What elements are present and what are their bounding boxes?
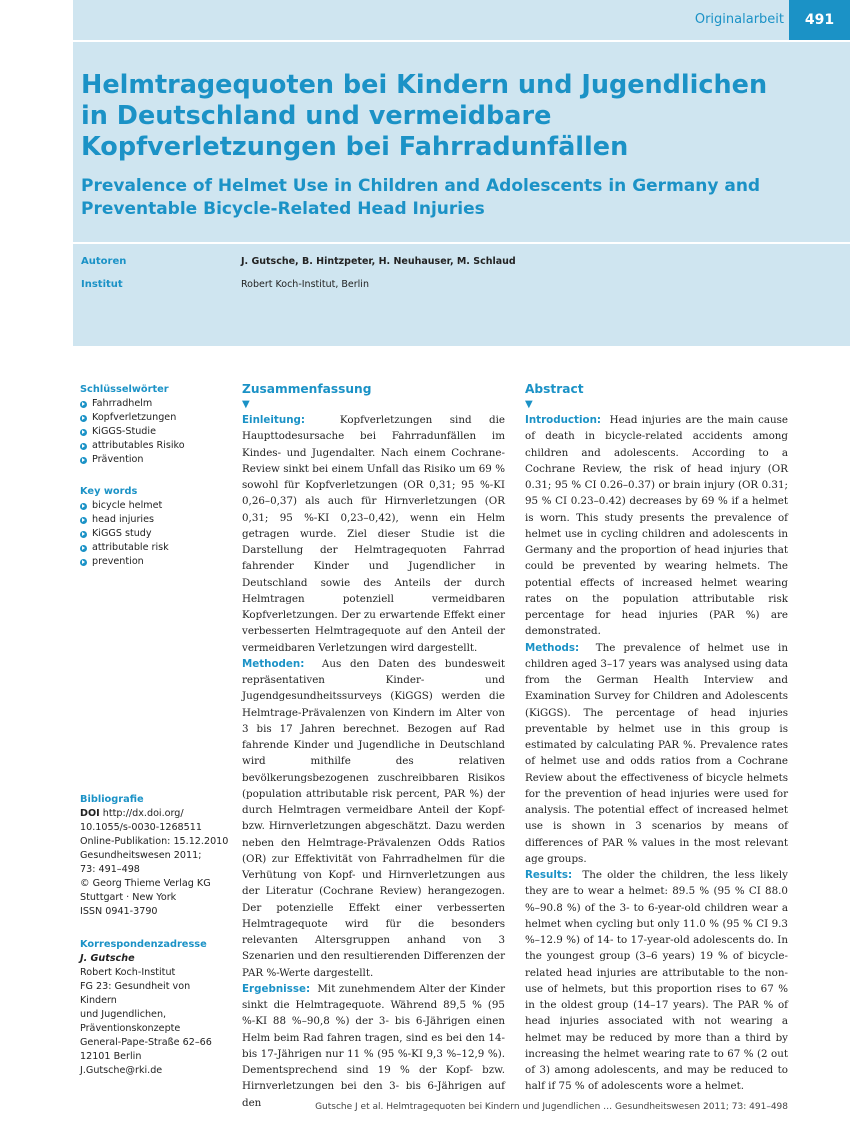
page-number: 491	[789, 0, 850, 40]
ergebnisse-paragraph: Ergebnisse: Mit zunehmendem Alter der Kinder sinkt die Helmtragequote. Während 89,5 % (95 %-KI 88 %–90,8 %) der 3- bis 6-Jährigen einen Helm beim Rad fahren tragen, sind es bei den 14- bis 17-Jährigen nur 11 % (95 %-KI 9,3 %–12,9 %). Dementsprechend sind 19 % der Kopf- bzw. Hirnverletzungen bei den 3- bis 6-Jährigen auf den	[242, 982, 505, 1109]
title-german: Helmtragequoten bei Kindern und Jugendlichen in Deutschland und vermeidbare Kopfverletzungen bei Fahrradunfällen	[81, 70, 768, 162]
triangle-down-icon: ▼	[525, 399, 533, 410]
authors-label: Autoren	[81, 256, 127, 267]
doi-value: 10.1055/s-0030-1268511	[80, 822, 202, 833]
keyword-item: attributable risk	[80, 541, 230, 555]
bullet-arrow-icon	[80, 429, 87, 436]
address-line: Präventionskonzepte	[80, 1023, 181, 1034]
institute: Robert Koch-Institut, Berlin	[241, 279, 369, 290]
correspondence-name: J. Gutsche	[80, 953, 135, 964]
keyword-item: prevention	[80, 555, 230, 569]
keyword-item: Kopfverletzungen	[80, 411, 230, 425]
bullet-arrow-icon	[80, 559, 87, 566]
bullet-arrow-icon	[80, 545, 87, 552]
address-line: 12101 Berlin	[80, 1051, 142, 1062]
page-footer: Gutsche J et al. Helmtragequoten bei Kindern und Jugendlichen … Gesundheitswesen 2011; 73: 491–498	[315, 1102, 788, 1112]
bibliography-heading: Bibliografie	[80, 794, 144, 805]
authors: J. Gutsche, B. Hintzpeter, H. Neuhauser, M. Schlaud	[241, 256, 516, 267]
volume-pages: 73: 491–498	[80, 864, 140, 875]
online-date: Online-Publikation: 15.12.2010	[80, 836, 229, 847]
keywords-de	[80, 383, 230, 467]
abstract-column	[525, 380, 788, 1095]
keywords-en-heading: Key words	[80, 486, 138, 497]
bullet-arrow-icon	[80, 457, 87, 464]
zusammenfassung-heading: Zusammenfassung	[242, 382, 372, 396]
keyword-item: KiGGS-Studie	[80, 425, 230, 439]
zusammenfassung-column	[242, 380, 505, 1111]
bullet-arrow-icon	[80, 503, 87, 510]
methods-paragraph: Methods: The prevalence of helmet use in children aged 3–17 years was analysed using data from the German Health Interview and Examination Survey for Children and Adolescents (KiGGS). The percentage of head injuries preventable by helmet use in this group is estimated by calculating PAR %. Prevalence rates of helmet use and odds ratios from a Cochrane Review about the effectiveness of bicycle helmets for the prevention of head injuries were used for analysis. The potential effect of increased helmet use is shown in 3 scenarios by means of differences of PAR % values in the most relevant age groups.	[525, 641, 788, 865]
bibliography	[80, 793, 230, 919]
correspondence-heading: Korrespondenzadresse	[80, 939, 207, 950]
results-paragraph: Results: The older the children, the less likely they are to wear a helmet: 89.5 % (95 % CI 88.0 %–90.8 %) of the 3- to 6-year-old children wear a helmet when cycling but only 11.0 % (95 % CI 9.3 %–12.9 %) of 14- to 17-year-old adolescents do. In the youngest group (3–6 years) 19 % of bicycle-related head injuries are attributable to the non-use of helmets, but this proportion rises to 67 % in the oldest group (14–17 years). The PAR % of head injuries associated with not wearing a helmet may be reduced by more than a third by increasing the helmet wearing rate to 67 % (2 out of 3) among adolescents, and may be reduced to half if 75 % of adolescents wore a helmet.	[525, 869, 789, 1093]
title-english: Prevalence of Helmet Use in Children and Adolescents in Germany and Preventable Bicycle-Related Head Injuries	[81, 176, 761, 219]
issn: ISSN 0941-3790	[80, 906, 158, 917]
keyword-item: head injuries	[80, 513, 230, 527]
bullet-arrow-icon	[80, 531, 87, 538]
email-link[interactable]: J.Gutsche@rki.de	[80, 1065, 163, 1076]
institute-label: Institut	[81, 279, 123, 290]
correspondence	[80, 938, 230, 1078]
keywords-en	[80, 485, 230, 569]
introduction-paragraph: Introduction: Head injuries are the main cause of death in bicycle-related accidents among children and adolescents. According to a Cochrane Review, the risk of head injury (OR 0.31; 95 % CI 0.26–0.37) or brain injury (OR 0.31; 95 % CI 0.23–0.42) decreases by 69 % if a helmet is worn. This study presents the prevalence of helmet use in cycling children and adolescents in Germany and the proportion of head injuries that could be prevented by wearing helmets. The potential effects of increased helmet wearing rates on the population attributable risk percentage for head injuries (PAR %) are demonstrated.	[525, 414, 788, 638]
section-label: Originalarbeit	[694, 12, 784, 27]
address-line: und Jugendlichen,	[80, 1009, 167, 1020]
methoden-paragraph: Methoden: Aus den Daten des bundesweit repräsentativen Kinder- und Jugendgesundheitssurveys (KiGGS) werden die Helmtrage-Prävalenzen von Kindern im Alter von 3 bis 17 Jahren berechnet. Bezogen auf Rad fahrende Kinder und Jugendliche in Deutschland wird mithilfe des relativen bevölkerungsbezogenen zuschreibbaren Risikos (population attributable risk percent, PAR %) der durch Helmtragen vermeidbare Anteil der Kopf- bzw. Hirnverletzungen abgeschätzt. Dazu werden neben den Helmtrage-Prävalenzen Odds Ratios (OR) zur Effektivität von Fahrradhelmen für die Verhütung von Kopf- und Hirnverletzungen aus der Literatur (Cochrane Review) herangezogen. Der potenzielle Effekt einer verbesserten Helmtragequote wird für die besonders relevanten Altersgruppen anhand von 3 Szenarien und den resultierenden Differenzen der PAR %-Werte dargestellt.	[242, 657, 506, 979]
doi-link[interactable]: http://dx.doi.org/	[102, 808, 184, 819]
einleitung-paragraph: Einleitung: Kopfverletzungen sind die Haupttodesursache bei Fahrradunfällen im Kindes- und Jugendalter. Nach einem Cochrane-Review sinkt bei einem Unfall das Risiko um 69 % sowohl für Kopfverletzungen (OR 0,31; 95 %-KI 0,26–0,37) als auch für Hirnverletzungen (OR 0,31; 95 %-KI 0,23–0,42), wenn ein Helm getragen wurde. Ziel dieser Studie ist die Darstellung der Helmtragequoten Fahrrad fahrender Kinder und Jugendlicher in Deutschland sowie des Anteils der durch Helmtragen potenziell vermeidbaren Kopfverletzungen. Der zu erwartende Effekt einer verbesserten Helmtragequote auf den Anteil der vermeidbaren Verletzungen wird dargestellt.	[242, 414, 505, 654]
abstract-heading: Abstract	[525, 382, 584, 396]
title-block	[73, 42, 850, 242]
bullet-arrow-icon	[80, 401, 87, 408]
keyword-item: KiGGS study	[80, 527, 230, 541]
address-line: FG 23: Gesundheit von Kindern	[80, 981, 191, 1006]
address-line: Robert Koch-Institut	[80, 967, 176, 978]
bullet-arrow-icon	[80, 517, 87, 524]
keyword-item: attributables Risiko	[80, 439, 230, 453]
doi-label: DOI	[80, 808, 100, 819]
triangle-down-icon: ▼	[242, 399, 250, 410]
author-block	[73, 244, 850, 346]
keyword-item: bicycle helmet	[80, 499, 230, 513]
address-line: General-Pape-Straße 62–66	[80, 1037, 212, 1048]
keywords-de-heading: Schlüsselwörter	[80, 384, 169, 395]
publisher: © Georg Thieme Verlag KG	[80, 878, 211, 889]
header-bar	[73, 0, 850, 40]
keyword-item: Prävention	[80, 453, 230, 467]
bullet-arrow-icon	[80, 415, 87, 422]
bullet-arrow-icon	[80, 443, 87, 450]
journal: Gesundheitswesen 2011;	[80, 850, 202, 861]
publisher-location: Stuttgart · New York	[80, 892, 177, 903]
keyword-item: Fahrradhelm	[80, 397, 230, 411]
